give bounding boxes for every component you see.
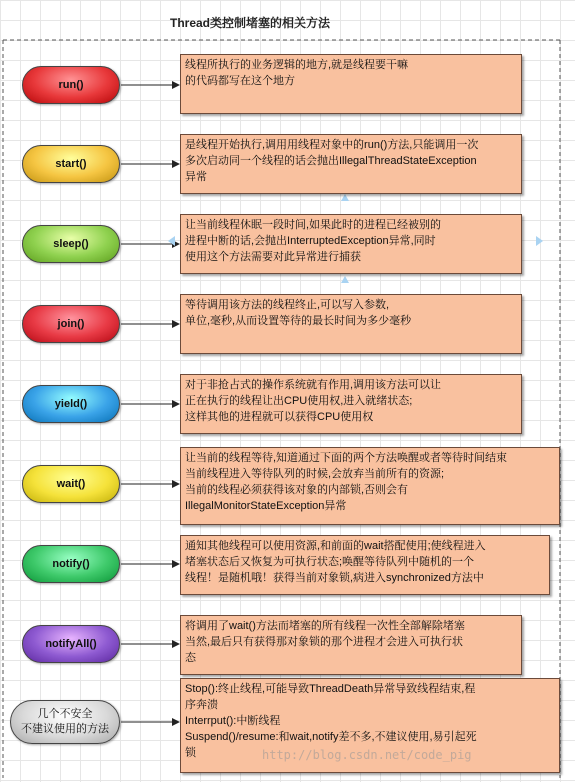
- description-line: 当然,最后只有获得那对象锁的那个进程才会进入可执行状: [185, 636, 464, 648]
- description-line: 线程！是随机哦！获得当前对象锁,病进入synchronized方法中: [185, 572, 484, 584]
- description-line: 将调用了wait()方法而堵塞的所有线程一次性全部解除堵塞: [185, 620, 465, 632]
- method-description-box-1: [180, 134, 522, 194]
- description-line: 单位,毫秒,从而设置等待的最长时间为多少毫秒: [185, 315, 412, 327]
- description-line: 进程中断的话,会抛出InterruptedException异常,同时: [185, 235, 436, 247]
- description-line: 对于非抢占式的操作系统就有作用,调用该方法可以让: [185, 379, 442, 391]
- description-line: 堵塞状态后又恢复为可执行状态;唤醒等待队列中随机的一个: [185, 556, 475, 568]
- description-line: IllegalMonitorStateException异常: [185, 500, 347, 512]
- method-pill-7: [22, 625, 120, 663]
- method-pill-label: sleep(): [53, 238, 89, 250]
- method-description-box-6: [180, 535, 550, 595]
- method-pill-2: [22, 225, 120, 263]
- description-line: 异常: [185, 171, 207, 183]
- method-pill-label-line: 不建议使用的方法: [21, 723, 109, 735]
- description-line: 是线程开始执行,调用用线程对象中的run()方法,只能调用一次: [185, 139, 479, 151]
- diagram-title: Thread类控制堵塞的相关方法: [169, 16, 330, 30]
- description-line: Interrput():中断线程: [185, 715, 281, 727]
- method-pill-5: [22, 465, 120, 503]
- method-pill-6: [22, 545, 120, 583]
- method-pill-label: run(): [58, 79, 84, 91]
- description-line: 线程所执行的业务逻辑的地方,就是线程要干嘛: [185, 59, 409, 71]
- description-line: 使用这个方法需要对此异常进行捕获: [185, 251, 361, 263]
- description-line: 锁: [185, 747, 196, 759]
- description-line: 等待调用该方法的线程终止,可以写入参数,: [185, 299, 390, 311]
- description-line: 的代码都写在这个地方: [185, 75, 295, 87]
- method-pill-4: [22, 385, 120, 423]
- selection-handle-icon: [536, 236, 543, 246]
- description-line: 当前线程进入等待队列的时候,会放弃当前所有的资源;: [185, 468, 445, 480]
- method-description-box-5: [180, 447, 560, 525]
- method-pill-8: [10, 700, 120, 744]
- description-line: Suspend()/resume:和wait,notify差不多,不建议使用,易引起死: [185, 731, 477, 743]
- description-line: 这样其他的进程就可以获得CPU使用权: [185, 411, 374, 423]
- method-pill-label: start(): [55, 158, 87, 170]
- method-pill-label: notifyAll(): [45, 638, 97, 650]
- method-pill-0: [22, 66, 120, 104]
- method-pill-label: join(): [57, 318, 85, 330]
- selection-handle-icon: [341, 194, 349, 201]
- method-description-box-4: [180, 374, 522, 434]
- method-pill-label-line: 几个不安全: [37, 708, 93, 720]
- description-line: 让当前线程休眠一段时间,如果此时的进程已经被别的: [185, 219, 442, 231]
- description-line: 多次启动同一个线程的话会抛出IllegalThreadStateException: [185, 155, 477, 167]
- method-pill-3: [22, 305, 120, 343]
- method-description-box-2: [180, 214, 522, 274]
- watermark: http://blog.csdn.net/code_pig: [262, 748, 472, 762]
- description-line: 当前的线程必须获得该对象的内部锁,否则会有: [185, 484, 409, 496]
- method-pill-label: wait(): [56, 478, 86, 490]
- description-line: 通知其他线程可以使用资源,和前面的wait搭配使用;使线程进入: [185, 540, 486, 552]
- method-description-box-7: [180, 615, 522, 675]
- method-description-box-3: [180, 294, 522, 354]
- description-line: Stop():终止线程,可能导致ThreadDeath异常导致线程结束,程: [185, 683, 476, 695]
- description-line: 让当前的线程等待,知道通过下面的两个方法唤醒或者等待时间结束: [185, 452, 508, 464]
- method-pill-label: notify(): [52, 558, 90, 570]
- method-description-box-0: [180, 54, 522, 114]
- description-line: 态: [185, 652, 196, 664]
- description-line: 序奔溃: [185, 699, 218, 711]
- description-line: 正在执行的线程让出CPU使用权,进入就绪状态;: [185, 395, 413, 407]
- method-pill-1: [22, 145, 120, 183]
- method-pill-label: yield(): [54, 398, 88, 410]
- selection-handle-icon: [341, 276, 349, 283]
